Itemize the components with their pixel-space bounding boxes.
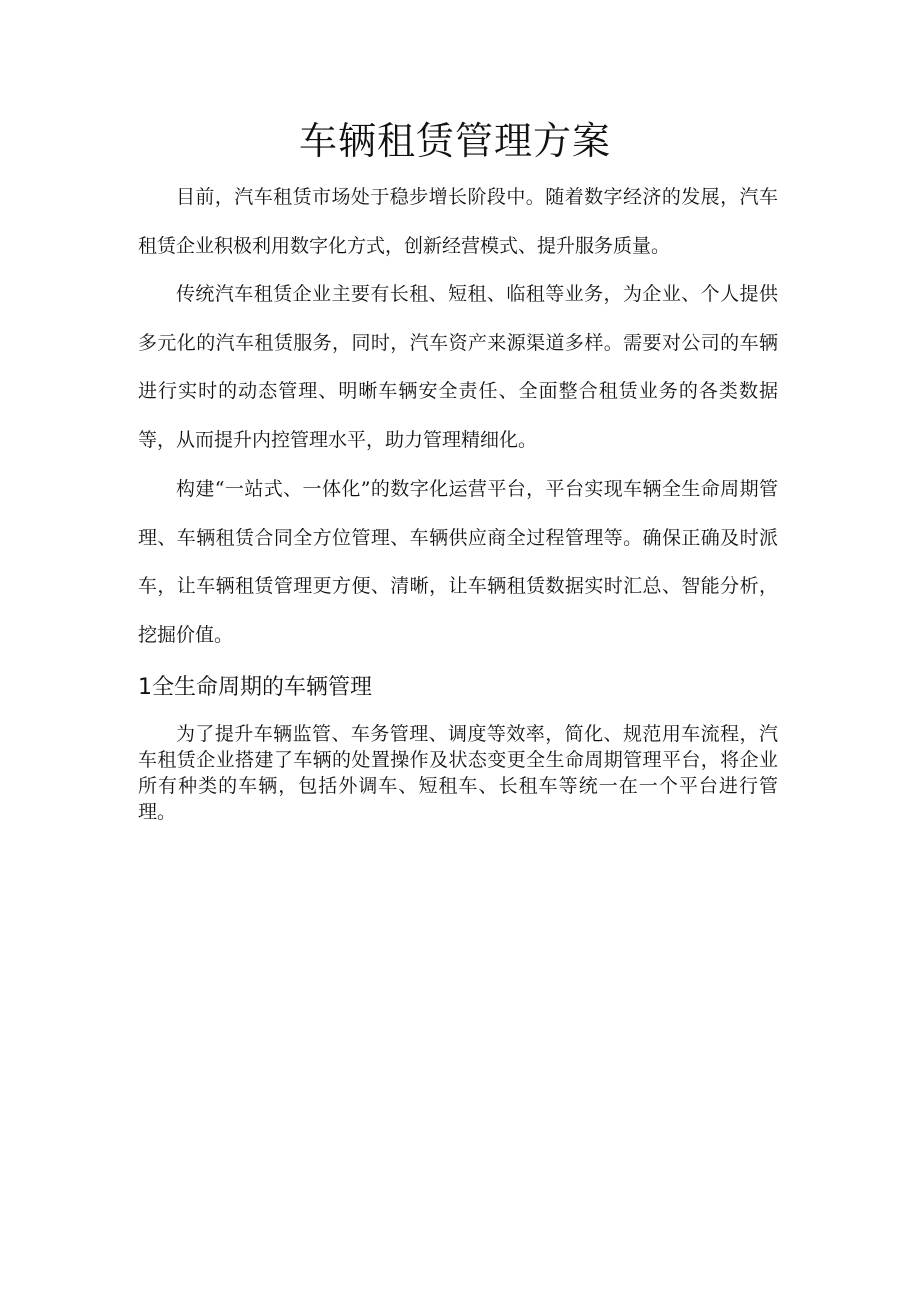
- intro-paragraph-1: 目前，汽车租赁市场处于稳步增长阶段中。随着数字经济的发展，汽车租赁企业积极利用数字化方式，创新经营模式、提升服务质量。: [138, 186, 778, 257]
- intro-paragraph-3: 构建“一站式、一体化”的数字化运营平台，平台实现车辆全生命周期管理、车辆租赁合同全方位管理、车辆供应商全过程管理等。确保正确及时派车，让车辆租赁管理更方便、清晰，让车辆租赁数据实时汇总、智能分析，挖掘价值。: [138, 478, 778, 646]
- section-1-paragraph: 为了提升车辆监管、车务管理、调度等效率，简化、规范用车流程，汽车租赁企业搭建了车辆的处置操作及状态变更全生命周期管理平台，将企业所有种类的车辆，包括外调车、短租车、长租车等统一在一个平台进行管理。: [138, 723, 778, 823]
- section-heading-1: 1全生命周期的车辆管理: [138, 675, 372, 700]
- document-title: 车辆租赁管理方案: [298, 119, 611, 163]
- intro-paragraph-2: 传统汽车租赁企业主要有长租、短租、临租等业务，为企业、个人提供多元化的汽车租赁服务，同时，汽车资产来源渠道多样。需要对公司的车辆进行实时的动态管理、明晰车辆安全责任、全面整合租赁业务的各类数据等，从而提升内控管理水平，助力管理精细化。: [138, 283, 778, 451]
